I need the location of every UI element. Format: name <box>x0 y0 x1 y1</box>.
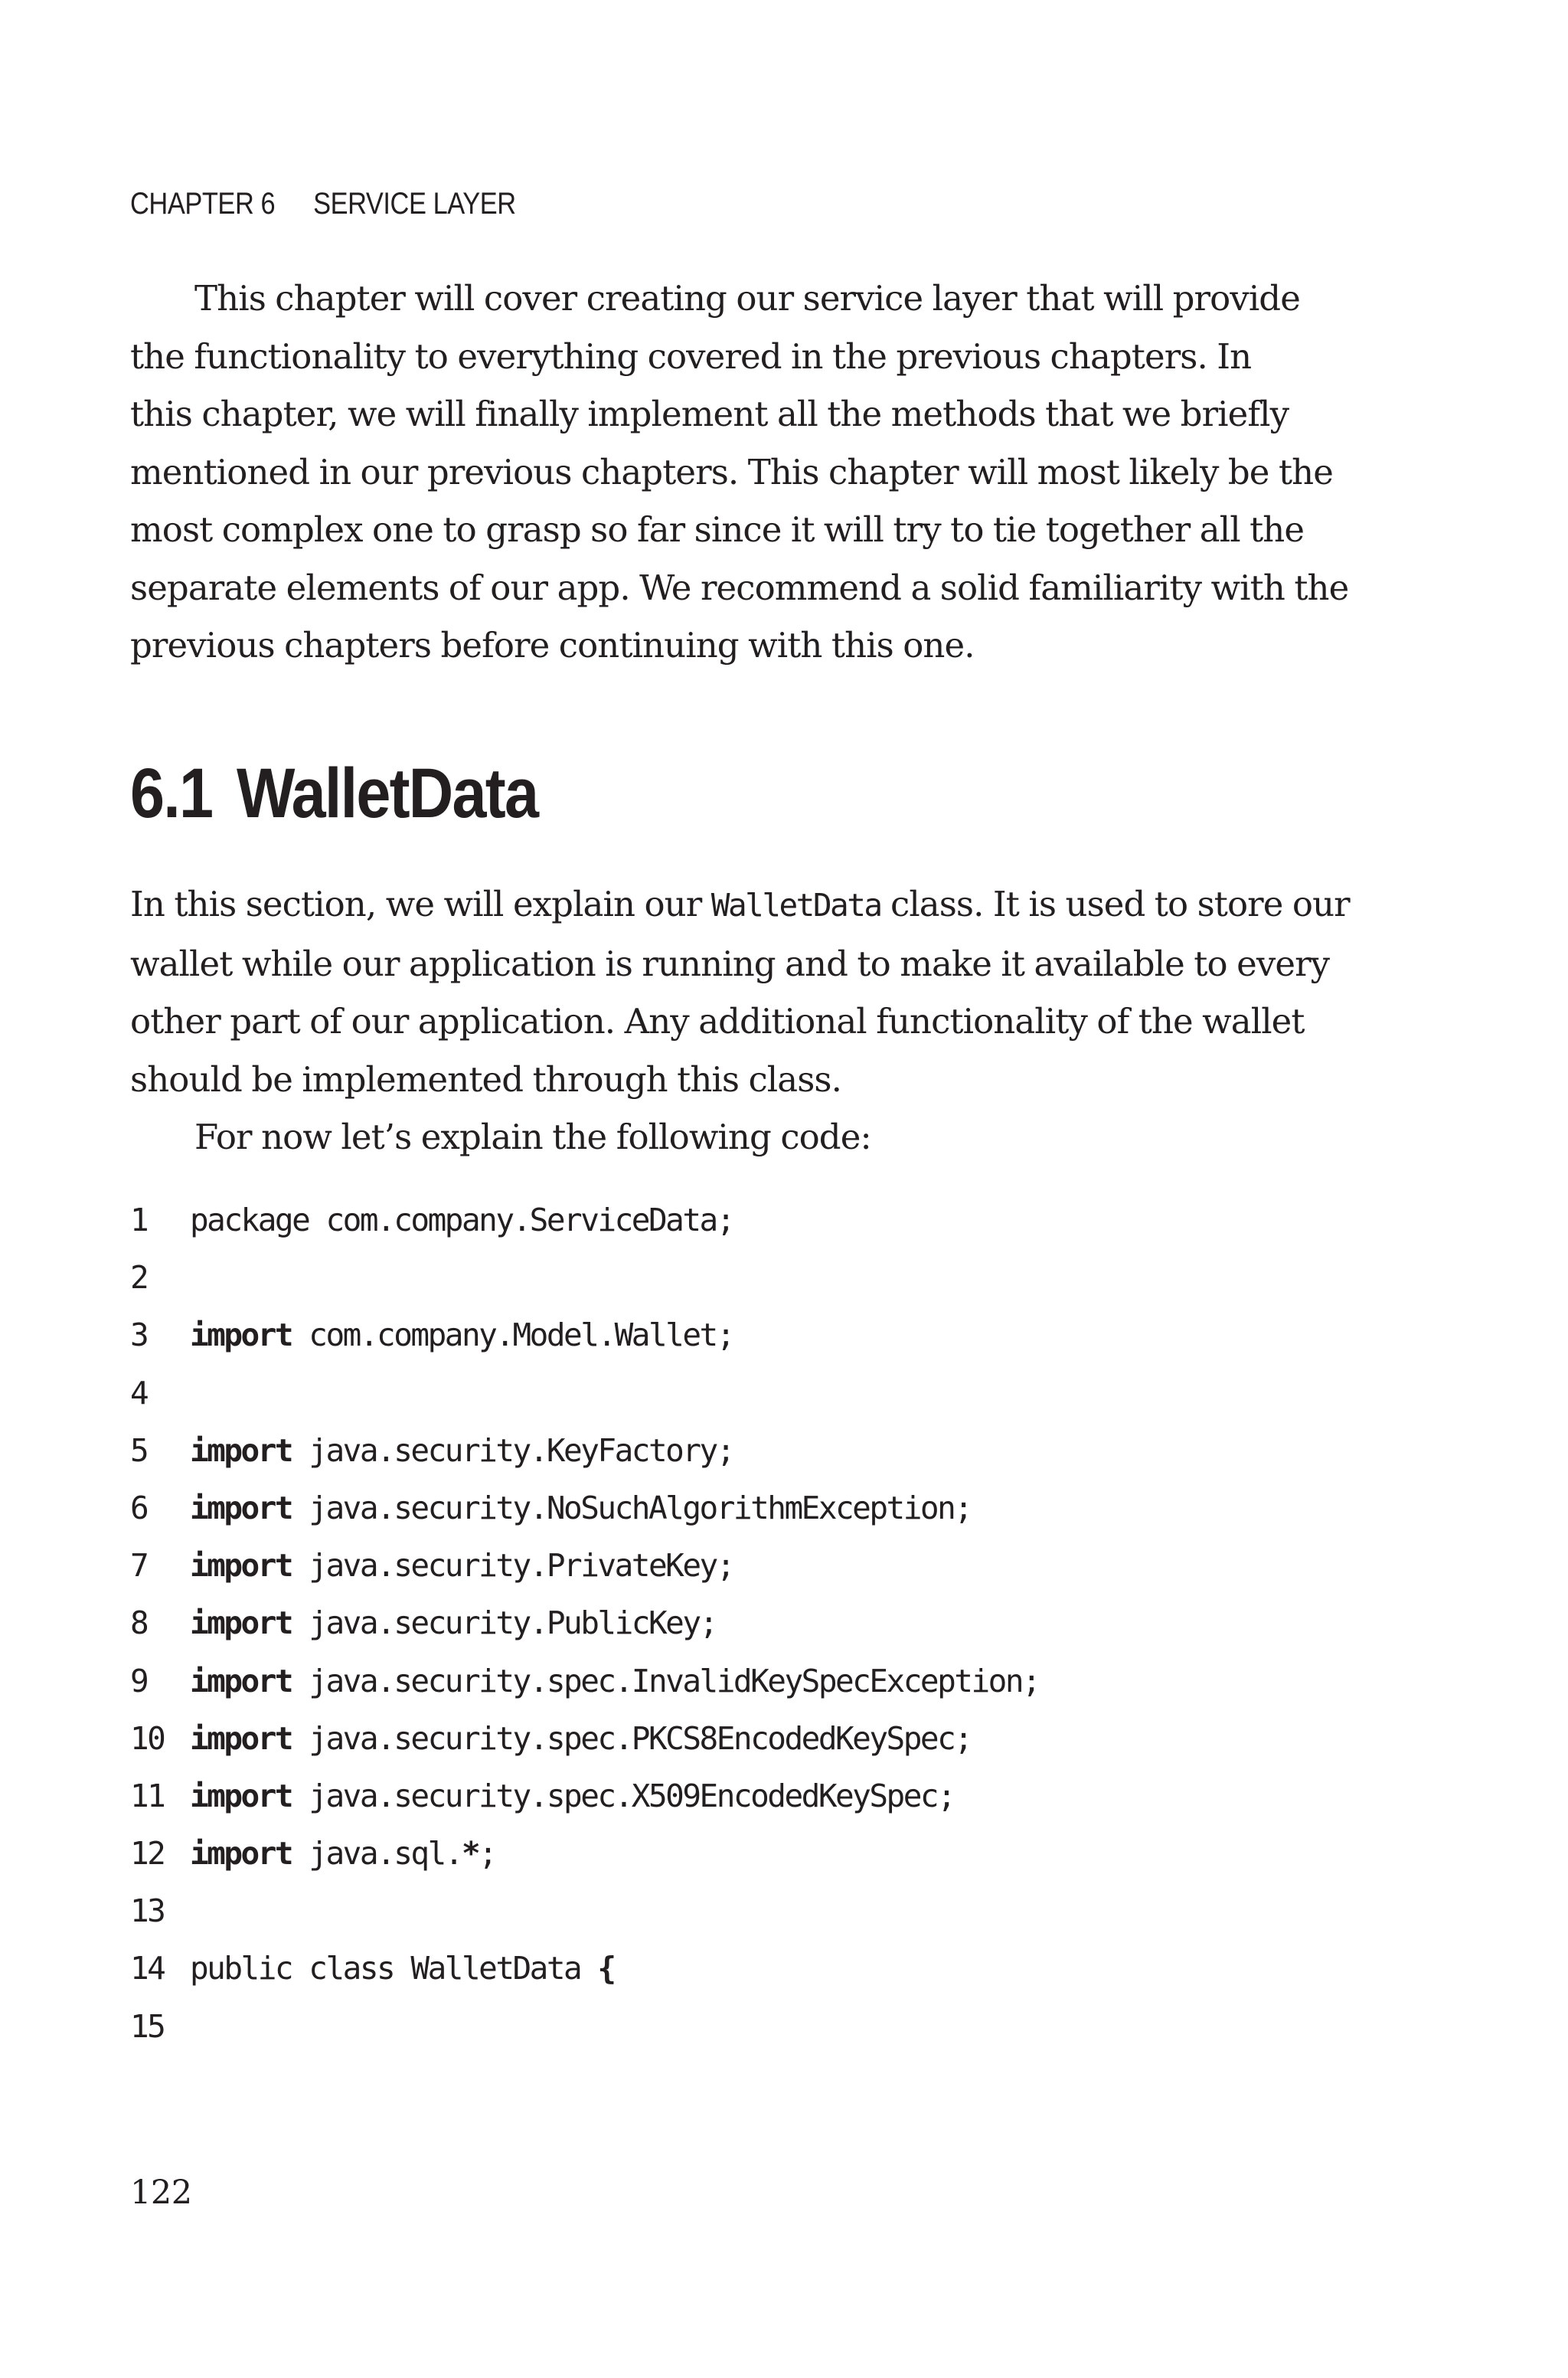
section-heading <box>130 754 538 832</box>
code-line <box>130 1480 1039 1537</box>
inline-code: WalletData <box>710 887 881 924</box>
line-number: 6 <box>130 1489 148 1526</box>
code-line <box>130 1307 1039 1364</box>
code-keyword: import <box>190 1835 292 1873</box>
section-paragraph <box>130 875 1370 1166</box>
intro-line: mentioned in our previous chapters. This chapter will most likely be the <box>130 451 1333 492</box>
lead-in-line: For now let’s explain the following code: <box>194 1117 871 1157</box>
line-number: 14 <box>130 1950 165 1987</box>
section-title: WalletData <box>236 754 538 832</box>
code-line <box>130 1365 1039 1422</box>
code-bold-symbol: * <box>461 1835 479 1873</box>
section-line <box>130 875 1370 935</box>
code-line <box>130 1940 1039 1997</box>
code-line <box>130 1595 1039 1652</box>
code-text: com.company.Model.Wallet; <box>292 1317 733 1354</box>
line-number: 11 <box>130 1777 165 1814</box>
section-line: other part of our application. Any additional functionality of the wallet <box>130 1001 1305 1042</box>
code-bold-symbol: { <box>597 1950 615 1987</box>
section-line: should be implemented through this class. <box>130 1058 842 1100</box>
code-text: java.security.PrivateKey; <box>292 1547 733 1585</box>
line-number: 3 <box>130 1317 148 1354</box>
running-head-chapter: CHAPTER 6 <box>130 187 276 221</box>
code-text-tail: ; <box>479 1835 496 1873</box>
line-number: 1 <box>130 1202 148 1238</box>
intro-line: this chapter, we will finally implement all the methods that we briefly <box>130 394 1289 434</box>
code-text: java.security.PublicKey; <box>292 1604 717 1642</box>
code-text: java.security.NoSuchAlgorithmException; <box>292 1489 972 1526</box>
code-line <box>130 1882 1039 1940</box>
code-text: java.security.spec.PKCS8EncodedKeySpec; <box>292 1719 972 1757</box>
section-line: wallet while our application is running and to make it available to every <box>130 943 1330 984</box>
line-number: 5 <box>130 1431 148 1469</box>
code-keyword: import <box>190 1777 292 1814</box>
running-head-title: SERVICE LAYER <box>313 187 516 221</box>
code-keyword: import <box>190 1547 292 1585</box>
code-line <box>130 1249 1039 1307</box>
line-number: 8 <box>130 1604 148 1642</box>
intro-paragraph <box>130 270 1370 675</box>
code-line <box>130 1653 1039 1710</box>
line-number: 15 <box>130 2007 165 2045</box>
running-head <box>130 187 516 221</box>
intro-line: the functionality to everything covered in the previous chapters. In <box>130 335 1252 377</box>
code-line <box>130 1825 1039 1882</box>
section-line-text: In this section, we will explain our <box>130 884 711 924</box>
line-number: 2 <box>130 1259 148 1297</box>
code-text: package com.company.ServiceData; <box>190 1202 733 1238</box>
intro-line: separate elements of our app. We recommend a solid familiarity with the <box>130 567 1349 608</box>
code-text: java.security.KeyFactory; <box>292 1431 733 1469</box>
code-text: java.security.spec.InvalidKeySpecException; <box>292 1662 1040 1699</box>
section-number: 6.1 <box>130 754 213 832</box>
code-text: java.security.spec.X509EncodedKeySpec; <box>292 1777 955 1814</box>
line-number: 13 <box>130 1892 165 1930</box>
code-keyword: import <box>190 1719 292 1757</box>
code-keyword: import <box>190 1604 292 1642</box>
code-text: java.sql. <box>292 1835 462 1873</box>
code-listing <box>130 1192 1039 2056</box>
intro-line: most complex one to grasp so far since it will try to tie together all the <box>130 509 1305 550</box>
code-keyword: import <box>190 1431 292 1469</box>
code-line <box>130 1422 1039 1480</box>
code-line <box>130 1998 1039 2056</box>
intro-line: previous chapters before continuing with this one. <box>130 625 975 666</box>
code-line <box>130 1768 1039 1825</box>
line-number: 12 <box>130 1835 165 1873</box>
intro-line: This chapter will cover creating our service layer that will provide <box>194 278 1300 319</box>
code-line <box>130 1537 1039 1595</box>
code-keyword: import <box>190 1662 292 1699</box>
page-number: 122 <box>130 2174 192 2212</box>
code-text: public class WalletData <box>190 1950 598 1987</box>
code-line <box>130 1710 1039 1768</box>
line-number: 10 <box>130 1719 165 1757</box>
code-keyword: import <box>190 1489 292 1526</box>
section-line-text: class. It is used to store our <box>880 884 1350 924</box>
line-number: 7 <box>130 1547 148 1585</box>
line-number: 9 <box>130 1662 148 1699</box>
code-line <box>130 1192 1039 1249</box>
line-number: 4 <box>130 1374 148 1411</box>
code-keyword: import <box>190 1317 292 1354</box>
